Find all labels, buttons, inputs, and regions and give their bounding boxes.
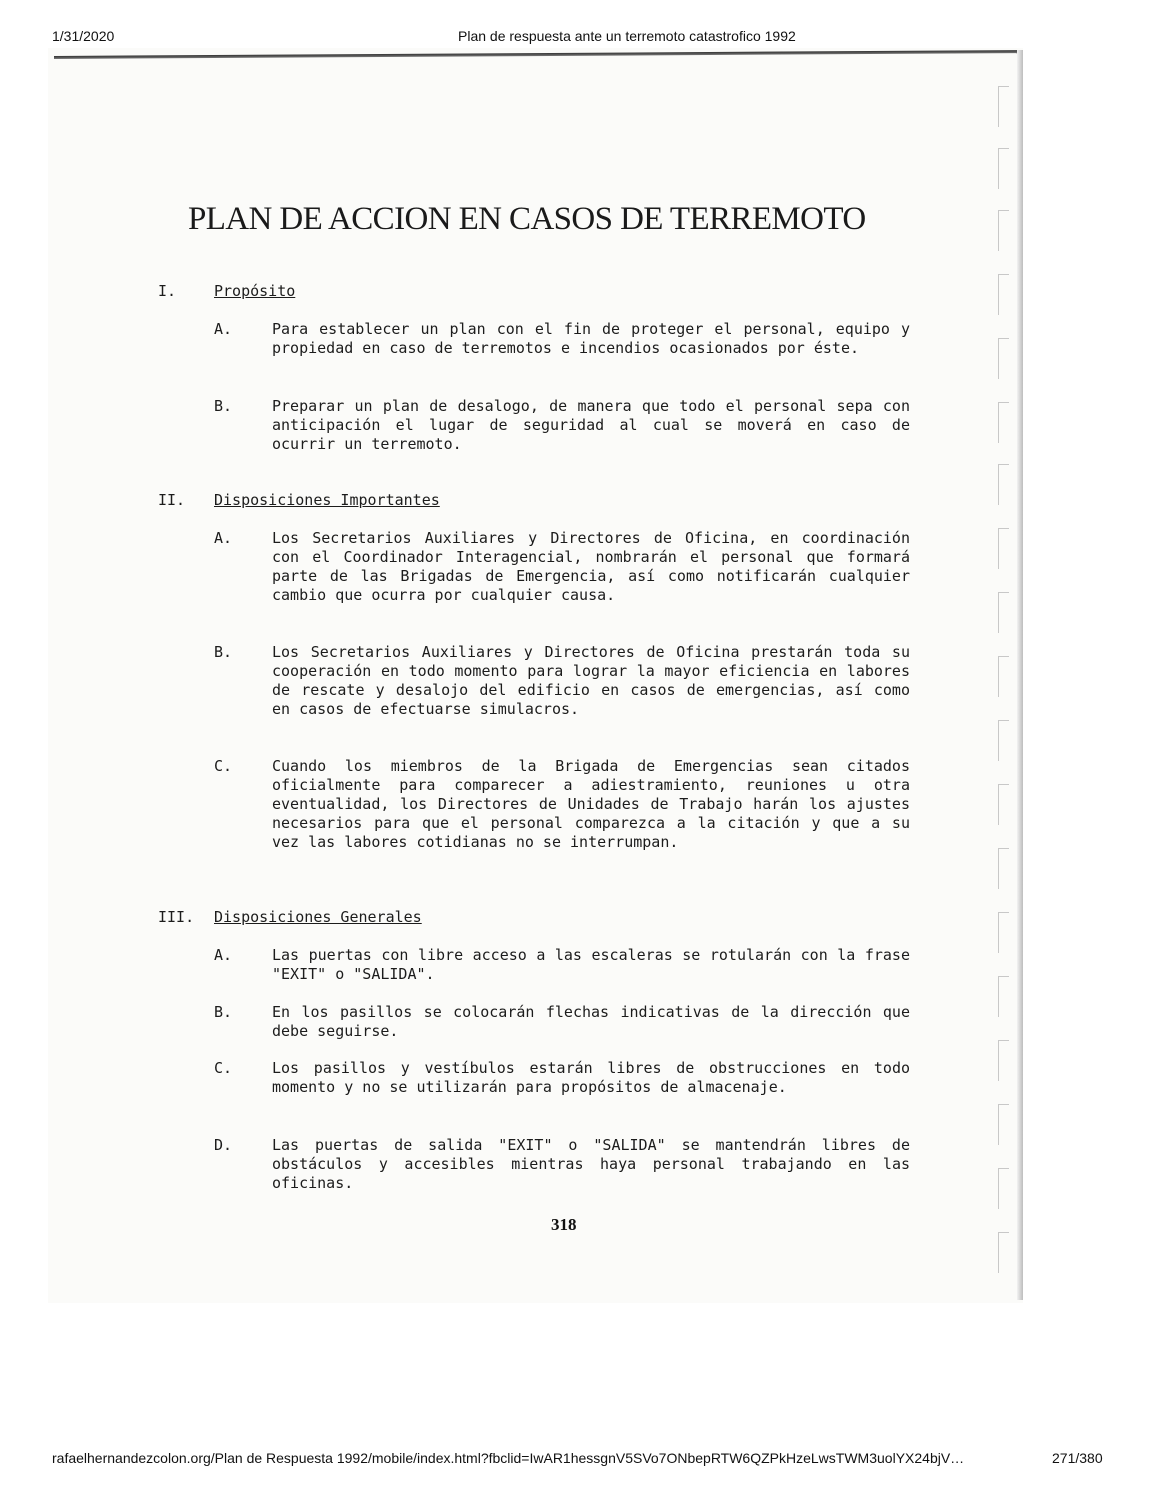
item-text: Preparar un plan de desalogo, de manera que todo el personal sepa con anticipación el lugar de seguridad al cual se moverá en caso de ocurrir un terremoto. [272, 397, 910, 453]
print-header [0, 28, 1156, 48]
item-letter: B. [214, 643, 233, 661]
item-letter: A. [214, 529, 233, 547]
item-letter: C. [214, 757, 233, 775]
binder-tab-mark [998, 848, 1009, 889]
binder-tab-mark [998, 912, 1009, 953]
binder-tab-mark [998, 274, 1009, 315]
item-text: Los pasillos y vestíbulos estarán libres de obstrucciones en todo momento y no se utilizarán para propósitos de almacenaje. [272, 1059, 910, 1096]
binder-tab-mark [998, 148, 1009, 189]
page-edge-shadow [1017, 50, 1023, 1300]
item-letter: D. [214, 1136, 233, 1154]
section-heading: Propósito [214, 282, 296, 300]
item-text: Las puertas de salida "EXIT" o "SALIDA" se mantendrán libres de obstáculos y accesibles mientras haya personal trabajando en las oficinas. [272, 1136, 910, 1192]
binder-tab-mark [998, 976, 1009, 1017]
binder-tab-mark [998, 1040, 1009, 1081]
print-footer [0, 1450, 1156, 1470]
binder-tab-mark [998, 464, 1009, 505]
item-text: Cuando los miembros de la Brigada de Emergencias sean citados oficialmente para comparecer a adiestramiento, reuniones u otra eventualidad, los Directores de Unidades de Trabajo harán los ajustes necesarios para que el personal comparezca a la citación y que a su vez las labores cotidianas no se interrumpan. [272, 757, 910, 851]
item-letter: B. [214, 1003, 233, 1021]
item-text: En los pasillos se colocarán flechas indicativas de la dirección que debe seguirse. [272, 1003, 910, 1040]
item-text: Las puertas con libre acceso a las escaleras se rotularán con la frase "EXIT" o "SALIDA". [272, 946, 910, 983]
section-number: II. [158, 491, 186, 509]
binder-tab-mark [998, 528, 1009, 569]
item-text: Los Secretarios Auxiliares y Directores de Oficina, en coordinación con el Coordinador Interagencial, nombrarán el personal que formará parte de las Brigadas de Emergencia, así como notificarán cualquier cambio que ocurra por cualquier causa. [272, 529, 910, 604]
print-title: Plan de respuesta ante un terremoto catastrofico 1992 [458, 28, 796, 44]
print-page-count: 271/380 [1052, 1450, 1103, 1466]
section-heading: Disposiciones Importantes [214, 491, 440, 509]
scanned-page [48, 48, 1023, 1303]
document-title: PLAN DE ACCION EN CASOS DE TERREMOTO [188, 201, 866, 237]
item-letter: A. [214, 320, 233, 338]
binder-tab-mark [998, 402, 1009, 443]
item-text: Para establecer un plan con el fin de proteger el personal, equipo y propiedad en caso de terremotos e incendios ocasionados por éste. [272, 320, 910, 357]
binder-tab-mark [998, 1104, 1009, 1145]
binder-tab-mark [998, 592, 1009, 633]
binder-tab-mark [998, 86, 1009, 127]
item-letter: C. [214, 1059, 233, 1077]
source-url-link[interactable]: rafaelhernandezcolon.org/Plan de Respuesta 1992/mobile/index.html?fbclid=IwAR1hessgnV5SVo7ONbepRTW6QZPkHzeLwsTWM3uolYX24bjV… [52, 1450, 965, 1466]
item-letter: A. [214, 946, 233, 964]
section-heading: Disposiciones Generales [214, 908, 422, 926]
binder-tab-mark [998, 1168, 1009, 1209]
binder-tab-mark [998, 210, 1009, 251]
binder-tab-mark [998, 784, 1009, 825]
binder-tab-mark [998, 720, 1009, 761]
binder-tab-mark [998, 1232, 1009, 1273]
section-number: I. [158, 282, 177, 300]
binder-tab-mark [998, 656, 1009, 697]
binder-tab-mark [998, 338, 1009, 379]
print-date: 1/31/2020 [52, 28, 115, 44]
section-number: III. [158, 908, 195, 926]
page-number: 318 [551, 1215, 577, 1234]
page-top-rule [54, 50, 1020, 59]
item-text: Los Secretarios Auxiliares y Directores de Oficina prestarán toda su cooperación en todo momento para lograr la mayor eficiencia en labores de rescate y desalojo del edificio en casos de emergencias, así como en casos de efectuarse simulacros. [272, 643, 910, 718]
item-letter: B. [214, 397, 233, 415]
